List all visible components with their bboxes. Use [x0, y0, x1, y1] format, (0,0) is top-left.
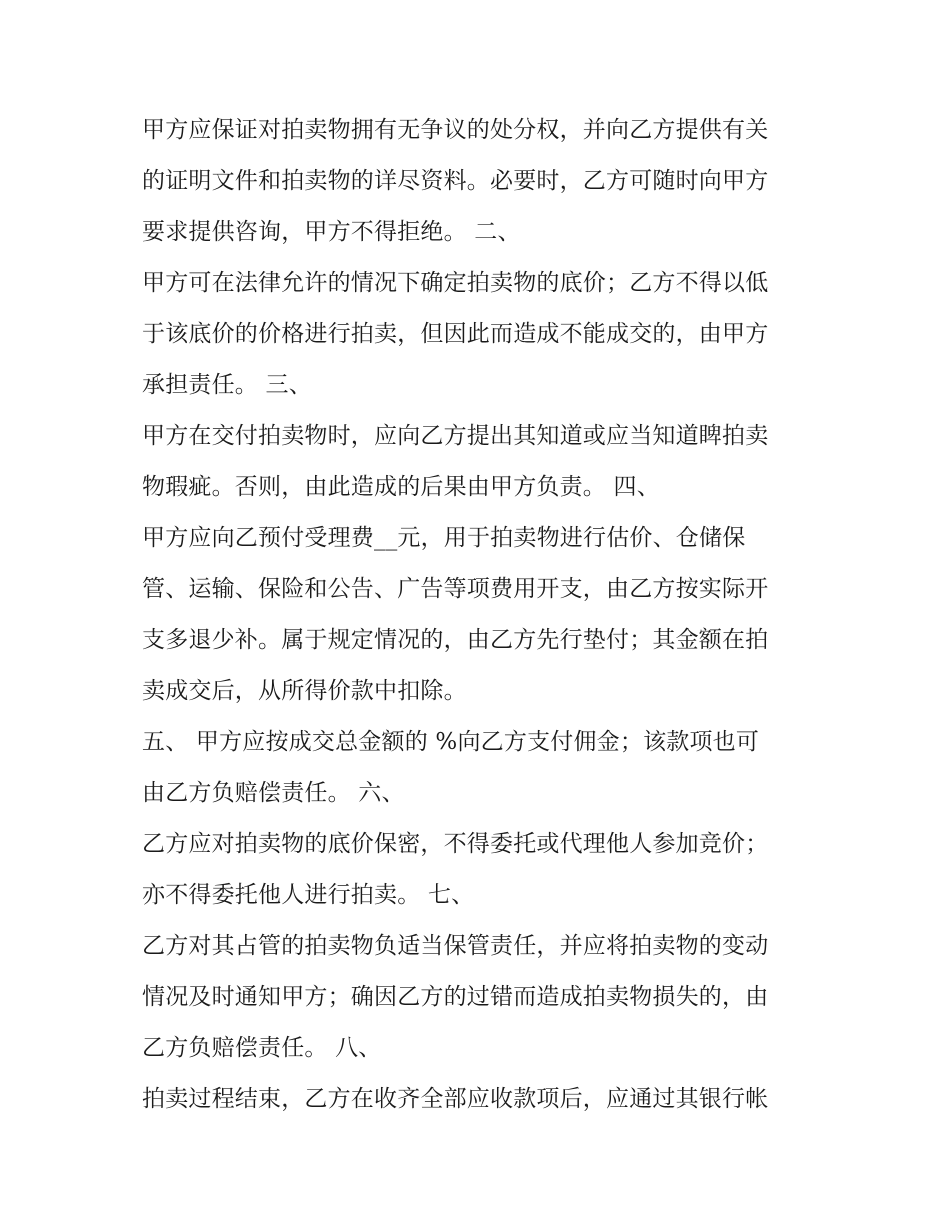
text-line: 的证明文件和拍卖物的详尽资料。必要时，乙方可随时向甲方: [142, 168, 769, 194]
text-line: 甲方应向乙预付受理费__元，用于拍卖物进行估价、仓储保: [142, 525, 746, 551]
text-line: 乙方应对拍卖物的底价保密，不得委托或代理他人参加竞价；: [142, 831, 769, 857]
text-line: 支多退少补。属于规定情况的，由乙方先行垫付；其金额在拍: [142, 627, 769, 653]
text-line: 管、运输、保险和公告、广告等项费用开支，由乙方按实际开: [142, 576, 769, 602]
text-line: 乙方对其占管的拍卖物负适当保管责任，并应将拍卖物的变动: [142, 933, 769, 959]
text-line: 甲方在交付拍卖物时，应向乙方提出其知道或应当知道睥拍卖: [142, 423, 769, 449]
text-line: 要求提供咨询，甲方不得拒绝。 二、: [142, 219, 521, 245]
text-line: 甲方应保证对拍卖物拥有无争议的处分权，并向乙方提供有关: [142, 117, 769, 143]
text-line: 物瑕疵。否则，由此造成的后果由甲方负责。 四、: [142, 474, 660, 500]
text-line: 乙方负赔偿责任。 八、: [142, 1035, 382, 1061]
text-line: 甲方可在法律允许的情况下确定拍卖物的底价；乙方不得以低: [142, 270, 769, 296]
text-line: 亦不得委托他人进行拍卖。 七、: [142, 882, 475, 908]
text-line: 于该底价的价格进行拍卖，但因此而造成不能成交的，由甲方: [142, 321, 769, 347]
text-line: 拍卖过程结束，乙方在收齐全部应收款项后，应通过其银行帐: [142, 1086, 769, 1112]
text-line: 由乙方负赔偿责任。 六、: [142, 780, 405, 806]
text-line: 承担责任。 三、: [142, 372, 312, 398]
text-line: 卖成交后，从所得价款中扣除。: [142, 678, 467, 704]
text-line: 情况及时通知甲方；确因乙方的过错而造成拍卖物损失的，由: [142, 984, 769, 1010]
text-line: 五、 甲方应按成交总金额的 %向乙方支付佣金；该款项也可: [142, 729, 760, 755]
